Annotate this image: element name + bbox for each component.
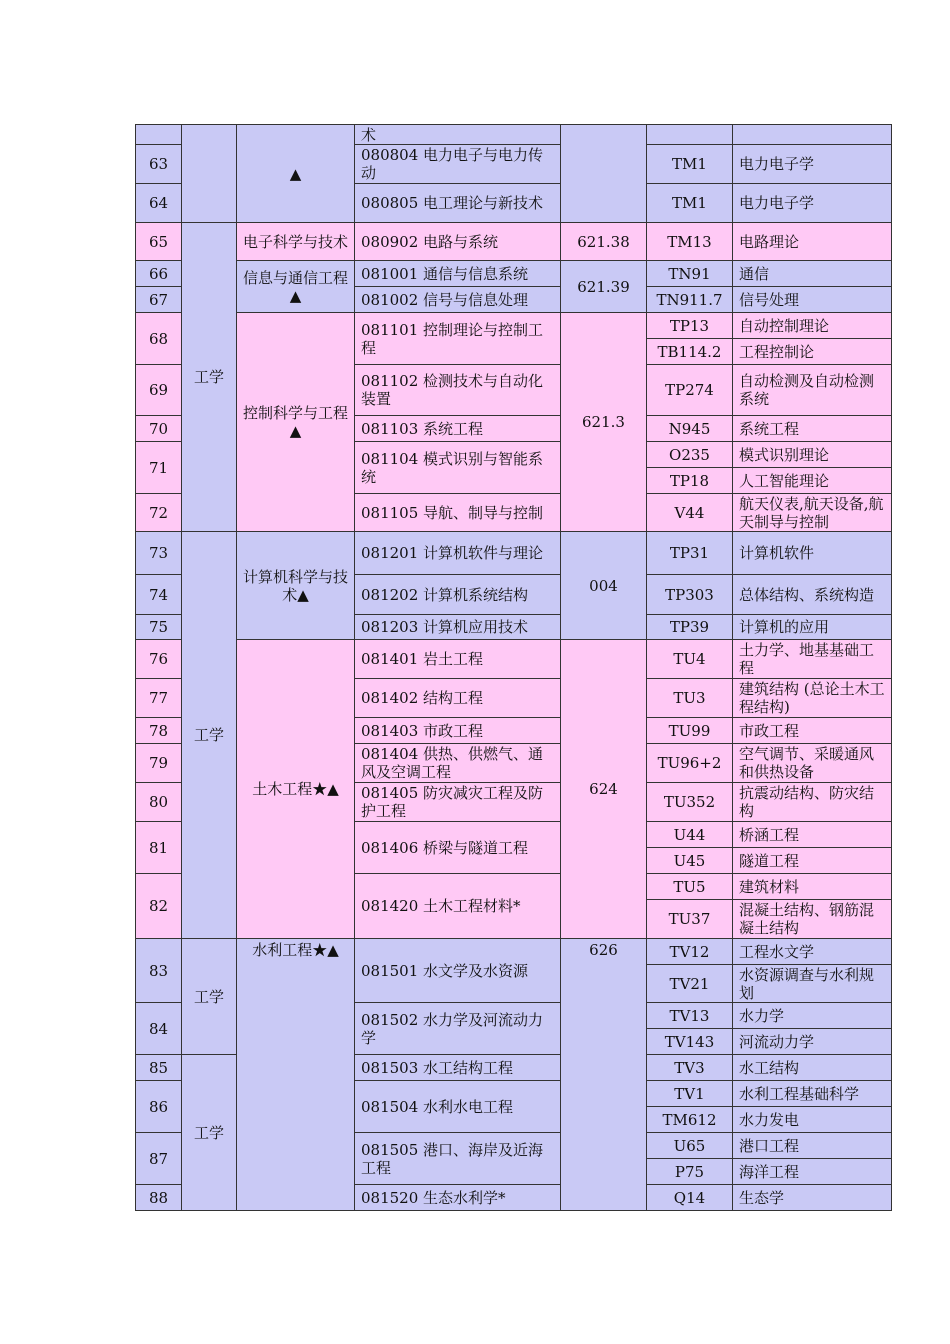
subject-name-cell: 海洋工程 — [733, 1159, 892, 1185]
subject-code-cell: U65 — [647, 1133, 733, 1159]
major-cell: 081504 水利水电工程 — [355, 1081, 561, 1133]
category-cell: 工学 — [182, 939, 237, 1055]
row-number-cell: 85 — [136, 1055, 182, 1081]
row-number-cell: 84 — [136, 1003, 182, 1055]
major-cell: 081001 通信与信息系统 — [355, 261, 561, 287]
subject-name-cell: 河流动力学 — [733, 1029, 892, 1055]
table-row — [136, 313, 892, 339]
subject-name-cell: 总体结构、系统构造 — [733, 575, 892, 615]
subject-code-cell: TN911.7 — [647, 287, 733, 313]
subject-name-cell: 空气调节、采暖通风和供热设备 — [733, 744, 892, 783]
subject-code-cell: TP31 — [647, 532, 733, 575]
clc-class-cell: 621.3 — [561, 313, 647, 532]
subject-code-cell: TU4 — [647, 640, 733, 679]
subject-name-cell: 生态学 — [733, 1185, 892, 1211]
clc-class-cell: 621.39 — [561, 261, 647, 313]
subject-name-cell: 水资源调查与水利规划 — [733, 965, 892, 1003]
table-row — [136, 532, 892, 575]
subject-code-cell: N945 — [647, 416, 733, 442]
subject-code-cell: TV3 — [647, 1055, 733, 1081]
row-number-cell: 70 — [136, 416, 182, 442]
row-number-cell: 88 — [136, 1185, 182, 1211]
major-cell: 081405 防灾减灾工程及防护工程 — [355, 783, 561, 822]
major-cell: 081505 港口、海岸及近海工程 — [355, 1133, 561, 1185]
table-row — [136, 125, 892, 145]
row-number-cell: 86 — [136, 1081, 182, 1133]
subject-code-cell: TU96+2 — [647, 744, 733, 783]
clc-class-cell: 626 — [561, 939, 647, 1211]
major-cell: 081503 水工结构工程 — [355, 1055, 561, 1081]
subject-code-cell: TU352 — [647, 783, 733, 822]
category-cell: 工学 — [182, 1055, 237, 1211]
subject-code-cell: Q14 — [647, 1185, 733, 1211]
discipline-cell: 水利工程★▲ — [237, 939, 355, 1211]
major-cell: 081520 生态水利学* — [355, 1185, 561, 1211]
subject-name-cell: 工程水文学 — [733, 939, 892, 965]
subject-code-cell: TM13 — [647, 223, 733, 261]
major-cell: 081502 水力学及河流动力学 — [355, 1003, 561, 1055]
category-cell: 工学 — [182, 532, 237, 939]
subject-code-cell: P75 — [647, 1159, 733, 1185]
discipline-cell: 控制科学与工程▲ — [237, 313, 355, 532]
clc-class-cell — [561, 125, 647, 223]
major-cell: 081404 供热、供燃气、通风及空调工程 — [355, 744, 561, 783]
major-cell: 080805 电工理论与新技术 — [355, 184, 561, 223]
major-cell: 081202 计算机系统结构 — [355, 575, 561, 615]
subject-name-cell: 电力电子学 — [733, 184, 892, 223]
major-cell: 081401 岩土工程 — [355, 640, 561, 679]
row-number-cell: 79 — [136, 744, 182, 783]
subject-name-cell — [733, 125, 892, 145]
clc-class-cell: 004 — [561, 532, 647, 640]
table-row — [136, 261, 892, 287]
subject-code-cell: TV21 — [647, 965, 733, 1003]
row-number-cell: 81 — [136, 822, 182, 874]
row-number-cell: 77 — [136, 679, 182, 718]
subject-name-cell: 建筑结构 (总论土木工程结构) — [733, 679, 892, 718]
subject-name-cell: 抗震动结构、防灾结构 — [733, 783, 892, 822]
major-cell: 081101 控制理论与控制工程 — [355, 313, 561, 365]
clc-class-cell: 624 — [561, 640, 647, 939]
subject-name-cell: 航天仪表,航天设备,航天制导与控制 — [733, 494, 892, 532]
major-cell: 081402 结构工程 — [355, 679, 561, 718]
subject-code-cell: TV1 — [647, 1081, 733, 1107]
row-number-cell: 69 — [136, 365, 182, 416]
subject-code-cell: TM612 — [647, 1107, 733, 1133]
row-number-cell: 72 — [136, 494, 182, 532]
subject-name-cell: 自动控制理论 — [733, 313, 892, 339]
subject-code-cell: O235 — [647, 442, 733, 468]
subject-name-cell: 计算机软件 — [733, 532, 892, 575]
major-cell: 081002 信号与信息处理 — [355, 287, 561, 313]
subject-code-cell: TP13 — [647, 313, 733, 339]
major-cell: 081406 桥梁与隧道工程 — [355, 822, 561, 874]
subject-code-cell: TU3 — [647, 679, 733, 718]
major-cell: 081403 市政工程 — [355, 718, 561, 744]
subject-code-cell: TV143 — [647, 1029, 733, 1055]
subject-name-cell: 水力学 — [733, 1003, 892, 1029]
discipline-cell: 计算机科学与技术▲ — [237, 532, 355, 640]
subject-code-cell: TP274 — [647, 365, 733, 416]
row-number-cell: 87 — [136, 1133, 182, 1185]
row-number-cell: 82 — [136, 874, 182, 939]
subject-name-cell: 水利工程基础科学 — [733, 1081, 892, 1107]
major-cell: 081201 计算机软件与理论 — [355, 532, 561, 575]
subject-code-cell: TP18 — [647, 468, 733, 494]
subject-name-cell: 水工结构 — [733, 1055, 892, 1081]
subject-name-cell: 建筑材料 — [733, 874, 892, 900]
discipline-table — [135, 124, 892, 1211]
row-number-cell: 74 — [136, 575, 182, 615]
major-cell: 081501 水文学及水资源 — [355, 939, 561, 1003]
subject-name-cell: 通信 — [733, 261, 892, 287]
major-cell: 080804 电力电子与电力传动 — [355, 145, 561, 184]
major-cell: 081203 计算机应用技术 — [355, 615, 561, 640]
subject-code-cell: TM1 — [647, 145, 733, 184]
row-number-cell: 67 — [136, 287, 182, 313]
major-cell: 081420 土木工程材料* — [355, 874, 561, 939]
subject-code-cell: TM1 — [647, 184, 733, 223]
subject-name-cell: 模式识别理论 — [733, 442, 892, 468]
major-cell: 081102 检测技术与自动化装置 — [355, 365, 561, 416]
table-row — [136, 223, 892, 261]
subject-name-cell: 电路理论 — [733, 223, 892, 261]
subject-code-cell: TV13 — [647, 1003, 733, 1029]
subject-name-cell: 系统工程 — [733, 416, 892, 442]
discipline-cell: 土木工程★▲ — [237, 640, 355, 939]
subject-code-cell: U44 — [647, 822, 733, 848]
row-number-cell: 76 — [136, 640, 182, 679]
row-number-cell: 78 — [136, 718, 182, 744]
row-number-cell — [136, 125, 182, 145]
row-number-cell: 83 — [136, 939, 182, 1003]
major-cell: 081104 模式识别与智能系统 — [355, 442, 561, 494]
subject-code-cell: TV12 — [647, 939, 733, 965]
subject-code-cell: TP39 — [647, 615, 733, 640]
major-cell: 术 — [355, 125, 561, 145]
subject-code-cell: TP303 — [647, 575, 733, 615]
discipline-cell: 信息与通信工程▲ — [237, 261, 355, 313]
subject-name-cell: 市政工程 — [733, 718, 892, 744]
clc-class-cell: 621.38 — [561, 223, 647, 261]
major-cell: 081103 系统工程 — [355, 416, 561, 442]
subject-code-cell: TU37 — [647, 900, 733, 939]
category-cell: 工学 — [182, 223, 237, 532]
subject-code-cell: TN91 — [647, 261, 733, 287]
subject-name-cell: 自动检测及自动检测系统 — [733, 365, 892, 416]
subject-name-cell: 混凝土结构、钢筋混凝土结构 — [733, 900, 892, 939]
subject-name-cell: 土力学、地基基础工程 — [733, 640, 892, 679]
row-number-cell: 80 — [136, 783, 182, 822]
row-number-cell: 65 — [136, 223, 182, 261]
discipline-cell: ▲ — [237, 125, 355, 223]
row-number-cell: 66 — [136, 261, 182, 287]
row-number-cell: 64 — [136, 184, 182, 223]
row-number-cell: 68 — [136, 313, 182, 365]
subject-name-cell: 信号处理 — [733, 287, 892, 313]
subject-name-cell: 港口工程 — [733, 1133, 892, 1159]
row-number-cell: 71 — [136, 442, 182, 494]
row-number-cell: 73 — [136, 532, 182, 575]
subject-name-cell: 计算机的应用 — [733, 615, 892, 640]
subject-name-cell: 桥涵工程 — [733, 822, 892, 848]
row-number-cell: 63 — [136, 145, 182, 184]
subject-name-cell: 水力发电 — [733, 1107, 892, 1133]
subject-code-cell: V44 — [647, 494, 733, 532]
table-row — [136, 939, 892, 965]
subject-name-cell: 工程控制论 — [733, 339, 892, 365]
category-cell — [182, 125, 237, 223]
table-row — [136, 640, 892, 679]
subject-code-cell: TB114.2 — [647, 339, 733, 365]
subject-name-cell: 电力电子学 — [733, 145, 892, 184]
subject-code-cell: TU99 — [647, 718, 733, 744]
subject-name-cell: 人工智能理论 — [733, 468, 892, 494]
major-cell: 080902 电路与系统 — [355, 223, 561, 261]
row-number-cell: 75 — [136, 615, 182, 640]
subject-name-cell: 隧道工程 — [733, 848, 892, 874]
discipline-cell: 电子科学与技术 — [237, 223, 355, 261]
major-cell: 081105 导航、制导与控制 — [355, 494, 561, 532]
subject-code-cell: TU5 — [647, 874, 733, 900]
subject-code-cell — [647, 125, 733, 145]
subject-code-cell: U45 — [647, 848, 733, 874]
